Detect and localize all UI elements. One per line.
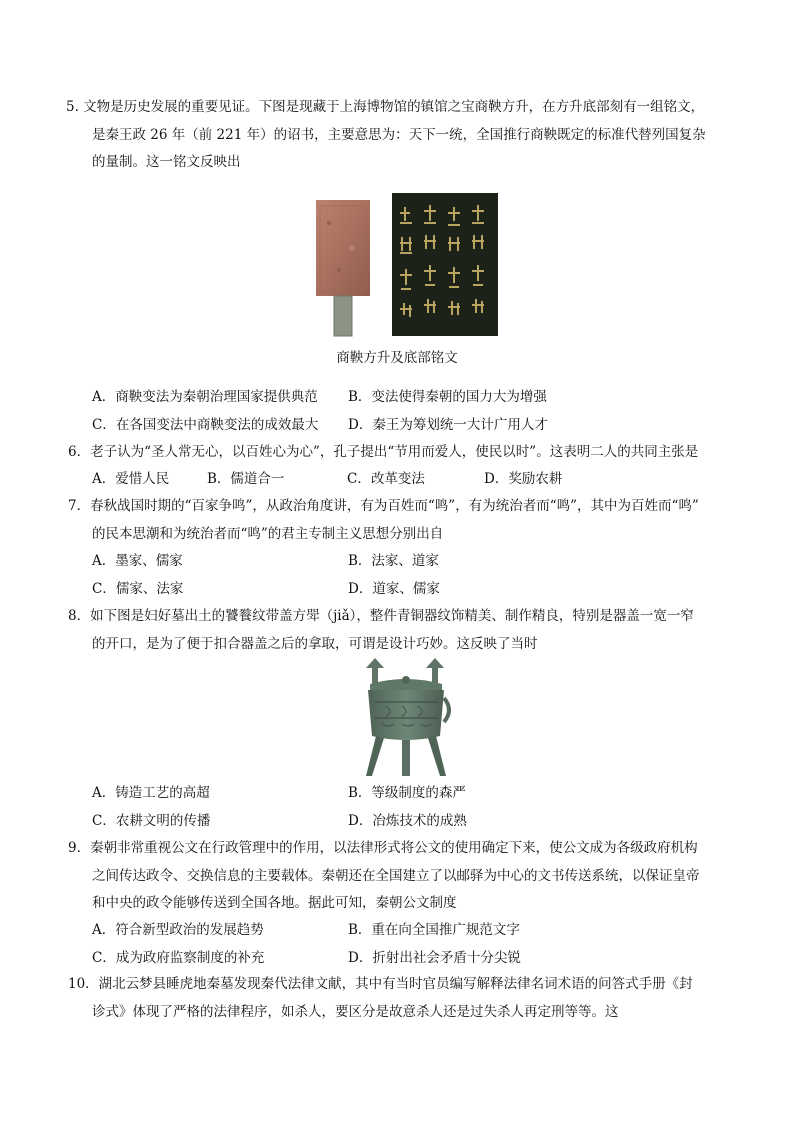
option-c[interactable]: C．在各国变法中商鞅变法的成效最大 — [92, 416, 319, 433]
option-b[interactable]: B．法家、道家 — [348, 553, 439, 569]
question-5 — [68, 94, 724, 177]
option-a[interactable]: A．爱惜人民 — [92, 471, 170, 487]
question-5-line-3: 的量制。这一铭文反映出 — [92, 154, 241, 170]
option-d[interactable]: D．道家、儒家 — [348, 580, 440, 597]
option-a[interactable]: A．铸造工艺的高超 — [92, 785, 210, 801]
question-9-line-3: 和中央的政令能够传送到全国各地。据此可知，秦朝公文制度 — [92, 895, 457, 911]
question-9-line-2: 之间传达政令、交换信息的主要载体。秦朝还在全国建立了以邮驿为中心的文书传送系统，以保证皇帝 — [92, 867, 700, 884]
question-9-line-1: 9．秦朝非常重视公文在行政管理中的作用，以法律形式将公文的使用确定下来，使公文成为各级政府机构 — [68, 840, 698, 856]
question-6-options — [92, 466, 712, 494]
option-a[interactable]: A．符合新型政治的发展趋势 — [92, 922, 264, 938]
question-7 — [68, 493, 724, 548]
question-8-options — [92, 780, 712, 835]
question-6 — [68, 439, 724, 467]
bronze-jia-photo — [356, 658, 456, 778]
option-c[interactable]: C．儒家、法家 — [92, 580, 184, 597]
option-b[interactable]: B．变法使得秦朝的国力大为增强 — [348, 389, 547, 405]
option-c[interactable]: C．农耕文明的传播 — [92, 812, 211, 829]
option-d[interactable]: D．奖励农耕 — [484, 471, 563, 487]
option-d[interactable]: D．折射出社会矛盾十分尖锐 — [348, 949, 521, 966]
question-6-line-1: 6．老子认为“圣人常无心，以百姓心为心”，孔子提出“节用而爱人，使民以时”。这表明二人的共同主张是 — [68, 444, 699, 460]
option-a[interactable]: A．商鞅变法为秦朝治理国家提供典范 — [92, 389, 318, 405]
option-c[interactable]: C．改革变法 — [347, 471, 425, 487]
question-5-line-1: 5. 文物是历史发展的重要见证。下图是现藏于上海博物馆的镇馆之宝商鞅方升，在方升底部刻有一组铭文， — [66, 99, 705, 115]
question-10-line-2: 诊式》体现了严格的法律程序，如杀人，要区分是故意杀人还是过失杀人再定刑等等。这 — [92, 1003, 619, 1020]
question-5-options — [92, 384, 712, 439]
option-d[interactable]: D．冶炼技术的成熟 — [348, 812, 467, 829]
option-b[interactable]: B．等级制度的森严 — [348, 785, 466, 801]
square-sheng-photo — [314, 198, 374, 338]
question-10 — [68, 971, 724, 1026]
option-a[interactable]: A．墨家、儒家 — [92, 553, 183, 569]
question-10-line-1: 10．湖北云梦县睡虎地秦墓发现秦代法律文献，其中有当时官员编写解释法律名词术语的问答式手册《封 — [68, 976, 693, 992]
question-5-line-2: 是秦王政 26 年（前 221 年）的诏书，主要意思为：天下一统，全国推行商鞅既定的标准代替列国复杂 — [92, 126, 706, 143]
question-9 — [68, 835, 724, 918]
question-8-line-2: 的开口，是为了便于扣合器盖之后的拿取，可谓是设计巧妙。这反映了当时 — [92, 635, 538, 652]
figure-caption-sheng: 商鞅方升及底部铭文 — [336, 350, 458, 366]
question-8-line-1: 8．如下图是妇好墓出土的饕餮纹带盖方斝（jiǎ），整件青铜器纹饰精美、制作精良，特别是器盖一宽一窄 — [68, 608, 694, 624]
question-9-options — [92, 917, 712, 972]
question-8 — [68, 603, 724, 658]
option-b[interactable]: B．儒道合一 — [207, 471, 285, 487]
inscription-photo — [392, 193, 498, 336]
question-7-options — [92, 548, 712, 603]
option-d[interactable]: D．秦王为筹划统一大计广用人才 — [348, 416, 548, 433]
question-7-line-2: 的民本思潮和为统治者而“鸣”的君主专制主义思想分别出自 — [92, 525, 444, 542]
option-c[interactable]: C．成为政府监察制度的补充 — [92, 949, 265, 966]
question-7-line-1: 7．春秋战国时期的“百家争鸣”，从政治角度讲，有为百姓而“鸣”，有为统治者而“鸣”，其中为百姓而“鸣” — [68, 498, 699, 514]
option-b[interactable]: B．重在向全国推广规范文字 — [348, 922, 520, 938]
